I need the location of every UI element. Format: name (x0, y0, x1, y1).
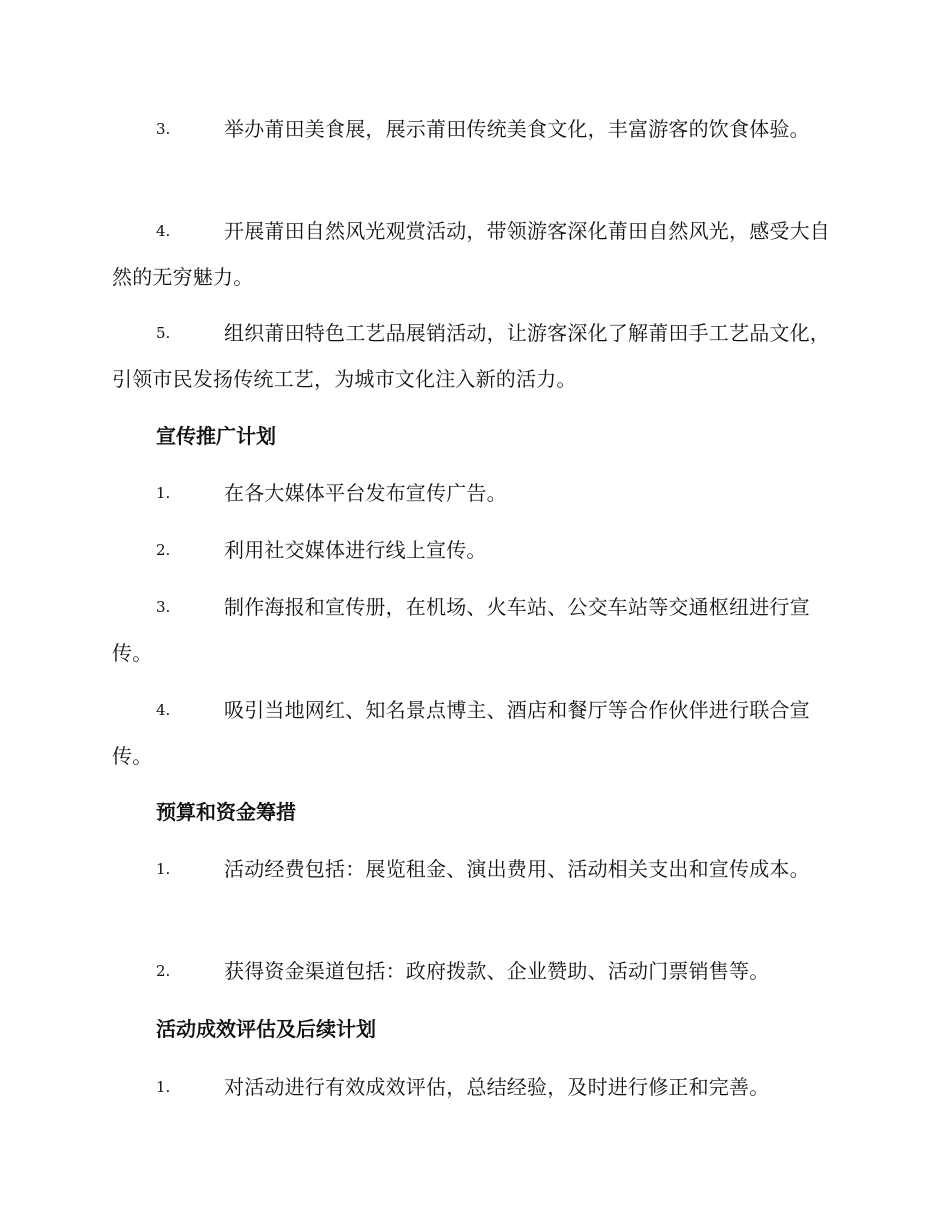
list-item-number: 5. (156, 324, 171, 342)
list-item-text: 对活动进行有效成效评估，总结经验，及时进行修正和完善。 (224, 1075, 770, 1099)
list-item (112, 687, 834, 779)
list-item (112, 106, 834, 152)
list-item-number: 1. (156, 484, 171, 502)
list-item-number: 1. (156, 1078, 171, 1096)
list-item-number: 4. (156, 701, 171, 719)
list-item (112, 584, 834, 676)
list-item (112, 948, 834, 994)
list-item (112, 527, 834, 573)
list-item-text: 举办莆田美食展，展示莆田传统美食文化，丰富游客的饮食体验。 (224, 117, 810, 141)
list-item-number: 3. (156, 598, 171, 616)
list-item-number: 2. (156, 541, 171, 559)
list-item-number: 2. (156, 962, 171, 980)
section-heading: 宣传推广计划 (156, 424, 276, 448)
list-item-number: 4. (156, 222, 171, 240)
list-item-text: 组织莆田特色工艺品展销活动，让游客深化了解莆田手工艺品文化，引领市民发扬传统工艺，为城市文化注入新的活力。 (112, 321, 830, 391)
list-item (112, 310, 834, 402)
list-item-text: 活动经费包括：展览租金、演出费用、活动相关支出和宣传成本。 (224, 857, 810, 881)
list-item-text: 利用社交媒体进行线上宣传。 (224, 538, 487, 562)
list-item (112, 1064, 834, 1110)
list-item (112, 470, 834, 516)
section-heading: 活动成效评估及后续计划 (156, 1017, 376, 1041)
list-item-text: 开展莆田自然风光观赏活动，带领游客深化莆田自然风光，感受大自然的无穷魅力。 (112, 219, 830, 289)
list-item-number: 3. (156, 120, 171, 138)
section-heading: 预算和资金筹措 (156, 800, 296, 824)
list-item-text: 吸引当地网红、知名景点博主、酒店和餐厅等合作伙伴进行联合宣传。 (112, 698, 810, 768)
list-item-text: 在各大媒体平台发布宣传广告。 (224, 481, 507, 505)
list-item (112, 846, 834, 892)
list-item-text: 制作海报和宣传册，在机场、火车站、公交车站等交通枢纽进行宣传。 (112, 595, 810, 665)
list-item-text: 获得资金渠道包括：政府拨款、企业赞助、活动门票销售等。 (224, 959, 770, 983)
list-item (112, 208, 834, 300)
list-item-number: 1. (156, 860, 171, 878)
